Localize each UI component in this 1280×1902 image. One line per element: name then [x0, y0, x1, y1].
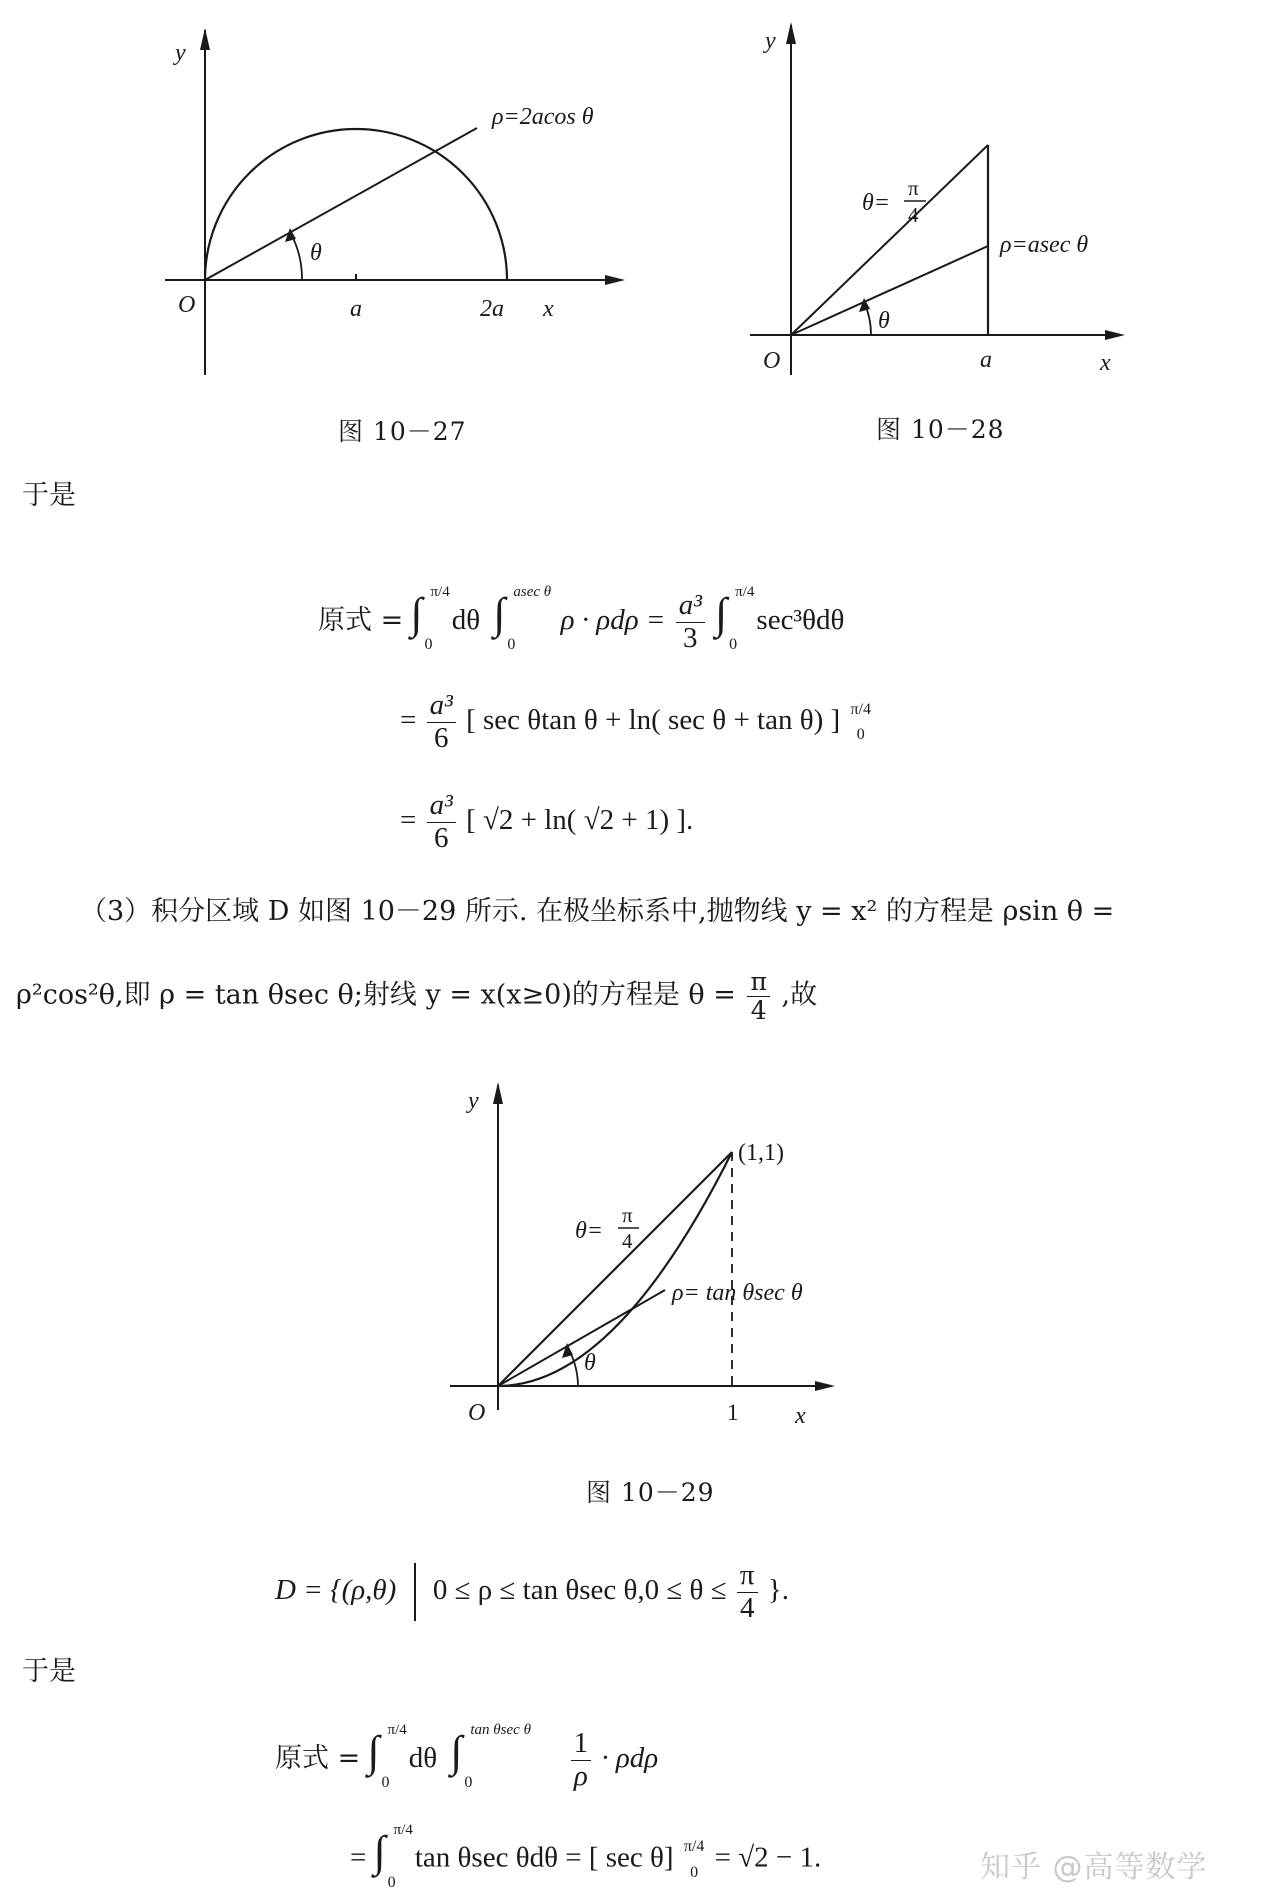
label-theta: θ — [878, 308, 890, 334]
label-ray-prefix: θ= — [862, 190, 890, 216]
eq5-limits: π/4 0 — [683, 1838, 705, 1881]
x-axis-arrow — [815, 1381, 835, 1391]
label-ray-den: 4 — [622, 1229, 633, 1253]
label-ray-prefix: θ= — [575, 1218, 603, 1244]
domain-fraction: $\frac{\pi}{4}$ — [737, 1560, 758, 1625]
equation-line-4 — [275, 1722, 659, 1793]
figure-10-28 — [730, 10, 1150, 380]
eq1-integrand: ρ · ρdρ = — [560, 604, 666, 637]
paragraph-3-line-2-tail: ,故 — [781, 979, 818, 1011]
eq5-body: tan θsec θdθ = [ sec θ] — [414, 1841, 674, 1874]
eq1-integrand2: sec³θdθ — [756, 604, 845, 637]
integral-sign: ∫ π/4 0 — [367, 1722, 407, 1792]
eq3-fraction: $\frac{\text{a³}}{6}$ — [427, 790, 456, 855]
label-x: x — [1100, 350, 1111, 376]
figure-10-27-caption: 图 10－27 — [338, 417, 467, 446]
equation-line-2 — [400, 690, 874, 755]
paragraph-3-line-2-text: ρ²cos²θ,即 ρ = tan θsec θ;射线 y = x(x≥0)的方程是 θ = — [16, 979, 736, 1011]
eq1-dtheta: dθ — [451, 604, 481, 637]
text-yushi-2: 于是 — [22, 1656, 76, 1687]
domain-rhs: 0 ≤ ρ ≤ tan θsec θ,0 ≤ θ ≤ — [432, 1574, 727, 1607]
label-a: a — [350, 296, 362, 322]
text-yushi-1: 于是 — [22, 480, 76, 511]
paragraph-3-line-2 — [16, 968, 817, 1024]
equation-line-1 — [318, 584, 845, 655]
label-curve: ρ=2acos θ — [492, 104, 594, 130]
label-y: y — [175, 40, 186, 66]
equals-sign: = — [400, 704, 417, 737]
label-line: ρ=asec θ — [1000, 232, 1089, 258]
label-a: a — [980, 347, 992, 373]
watermark: 知乎 @高等数学 — [980, 1850, 1208, 1885]
label-ray-den: 4 — [908, 203, 919, 227]
eq1-fraction: $\frac{\text{a³}}{3}$ — [676, 590, 705, 655]
eq2-limits: π/4 0 — [850, 700, 871, 744]
domain-lhs: D = {(ρ,θ) — [275, 1574, 397, 1607]
eq4-dtheta: dθ — [408, 1742, 438, 1775]
equals-sign: = — [350, 1841, 367, 1874]
label-ray-num: π — [622, 1203, 633, 1227]
label-origin: O — [468, 1400, 486, 1426]
equation-line-3 — [400, 790, 693, 855]
pi-over-4-fraction: $\frac{\pi}{4}$ — [747, 968, 769, 1024]
eq3-body: [ √2 + ln( √2 + 1) ]. — [466, 804, 694, 837]
x-axis-arrow — [1105, 330, 1125, 340]
paragraph-3-line-1: （3）积分区域 D 如图 10－29 所示. 在极坐标系中,抛物线 y = x² 的方程是 ρsin θ = — [80, 896, 1115, 927]
y-axis-arrow — [786, 22, 796, 44]
divider-bar — [414, 1563, 416, 1621]
label-y: y — [468, 1088, 479, 1114]
label-origin: O — [763, 348, 781, 374]
y-axis-arrow — [200, 28, 210, 50]
label-point: (1,1) — [738, 1140, 784, 1166]
eq2-body: [ sec θtan θ + ln( sec θ + tan θ) ] — [466, 704, 841, 737]
equation-line-5 — [350, 1822, 822, 1891]
label-2a: 2a — [480, 296, 504, 322]
figure-10-27 — [150, 20, 650, 380]
label-one: 1 — [727, 1400, 739, 1425]
integral-sign: ∫ π/4 0 — [410, 584, 450, 654]
equals-sign: = — [400, 804, 417, 837]
domain-definition — [275, 1560, 789, 1625]
integral-sign: ∫ π/4 0 — [373, 1822, 413, 1891]
eq4-tail: · ρdρ — [601, 1742, 659, 1775]
eq2-fraction: $\frac{\text{a³}}{6}$ — [427, 690, 456, 755]
figure-10-29 — [440, 1070, 860, 1430]
x-axis-arrow — [605, 275, 625, 285]
label-ray-num: π — [908, 176, 919, 200]
ray-theta — [498, 1290, 665, 1386]
label-x: x — [795, 1403, 806, 1429]
integral-sign: ∫ tan θsec θ 0 — [450, 1722, 531, 1792]
domain-close: }. — [767, 1574, 789, 1607]
ray-y-equals-x — [498, 1152, 732, 1386]
label-theta: θ — [584, 1350, 596, 1376]
label-y: y — [765, 28, 776, 54]
eq1-lhs: 原式 = — [318, 605, 404, 637]
semicircle-curve — [205, 129, 507, 280]
eq4-fraction: $\frac{1}{\rho}$ — [571, 1728, 592, 1793]
label-x: x — [543, 296, 554, 322]
ray-pi-over-4 — [791, 145, 988, 335]
figure-10-29-caption: 图 10－29 — [586, 1478, 715, 1507]
eq4-lhs: 原式 = — [275, 1743, 361, 1775]
eq5-result: = √2 − 1. — [714, 1841, 822, 1874]
integral-sign: ∫ asec θ 0 — [493, 584, 552, 654]
label-curve: ρ= tan θsec θ — [672, 1280, 803, 1306]
integral-sign: ∫ π/4 0 — [715, 584, 755, 654]
label-theta: θ — [310, 240, 322, 266]
ray-line — [205, 128, 477, 280]
figure-10-28-caption: 图 10－28 — [876, 415, 1005, 444]
y-axis-arrow — [493, 1082, 503, 1104]
label-origin: O — [178, 292, 196, 318]
